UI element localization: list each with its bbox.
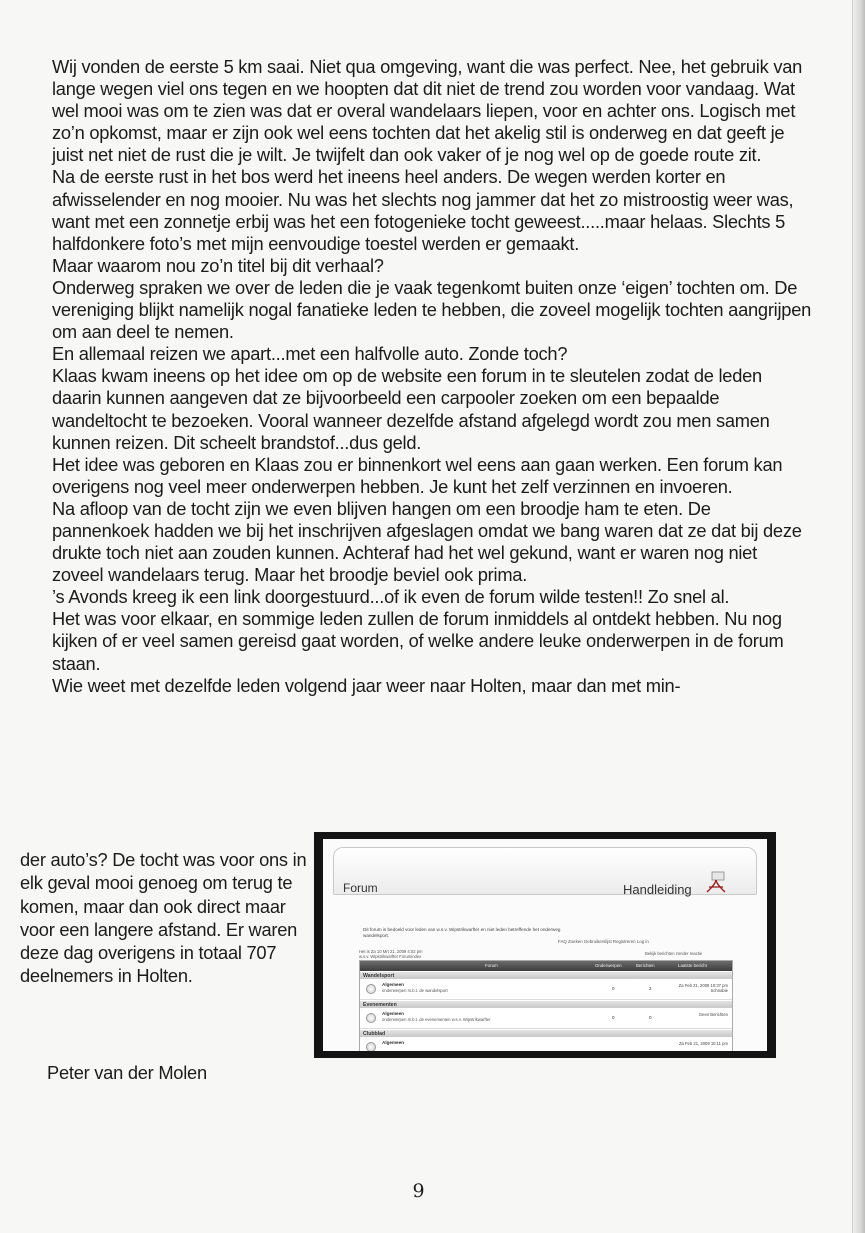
forum-status-icon (366, 984, 376, 994)
paragraph: Maar waarom nou zo’n titel bij dit verhaal? (52, 254, 384, 276)
manual-label: Handleiding (623, 882, 692, 897)
category-name: Clubblad (363, 1030, 386, 1037)
forum-nav-links: FAQ Zoeken Gebruikerslijst Registreren Log in (558, 939, 649, 944)
row-topics: 0 (612, 1015, 615, 1020)
forum-status-icon (366, 1013, 376, 1023)
forum-screenshot (314, 832, 776, 1058)
paragraph: Klaas kwam ineens op het idee om op de website een forum in te sleutelen zodat de leden daarin kunnen aangeven dat ze bijvoorbeeld een carpooler zoeken om een bepaalde wandeltocht te bezoeken. Vooral wanneer dezelfde afstand afgelegd wordt zou men samen kunnen reizen. Dit scheelt brandstof...dus geld. (52, 365, 770, 453)
page-edge (853, 0, 865, 1233)
forum-date-block (359, 949, 499, 959)
forum-screenshot-inner (323, 839, 767, 1051)
col-posts: Berichten (636, 963, 655, 968)
forum-index-line: w.s.v. Wipstrikwarfter Forumindex (359, 954, 422, 959)
row-last: Geen Berichten (698, 1012, 728, 1017)
forum-header-bar (333, 847, 757, 895)
forum-status-icon (366, 1042, 376, 1051)
row-name: Algemeen (382, 1040, 404, 1045)
row-desc: onderwerpen m.b.t. de evenementen w.s.v. Wipstrikwarfter (382, 1017, 491, 1022)
row-posts: 0 (649, 1015, 652, 1020)
col-last: Laatste bericht (678, 963, 707, 968)
table-row (360, 1008, 732, 1029)
page-number: 9 (412, 1180, 425, 1202)
paragraph: Wij vonden de eerste 5 km saai. Niet qua omgeving, want die was perfect. Nee, het gebruik van lange wegen viel ons tegen en we hoopten dat dit niet de trend zou worden voor vandaag. Wat wel mooi was om te zien was dat er overal wandelaars liepen, voor en achter ons. Logisch met zo’n opkomst, maar er zijn ook wel eens tochten dat het akelig stil is onderweg en dat geeft je juist net niet de rust die je wilt. Je twijfelt dan ook vaker of je nog wel op de goede route zit. (52, 56, 803, 166)
forum-table-header (360, 961, 732, 971)
paragraph: Het was voor elkaar, en sommige leden zullen de forum inmiddels al ontdekt hebben. Nu nog kijken of er veel samen gereisd gaat worden, of welke andere leuke onderwerpen in de forum staan. (52, 608, 784, 674)
row-desc: onderwerpen m.b.t. de wandelsport (382, 988, 448, 993)
col-forum: Forum (485, 963, 498, 968)
paragraph: Het idee was geboren en Klaas zou er binnenkort wel eens aan gaan werken. Een forum kan overigens nog veel meer onderwerpen hebben. Je kunt het zelf verzinnen en invoeren. (52, 453, 783, 497)
forum-intro: Dit forum is bedoeld voor leden van w.s.v. Wipstrikwarfter en niet leden betreffende het onderweg wandelsport. (363, 927, 561, 938)
forum-title: Forum (343, 881, 378, 895)
row-last: Za Feb 21, 2009 10:11 pm (678, 1041, 728, 1046)
author-signature: Peter van der Molen (47, 1062, 207, 1083)
pdf-document-icon (705, 871, 727, 895)
forum-category (360, 1030, 732, 1037)
forum-date-line: Het is Za 10 Mrt 21, 2009 4:02 pm (359, 949, 423, 954)
paragraph: ’s Avonds kreeg ik een link doorgestuurd...of ik even de forum wilde testen!! Zo snel al. (52, 586, 730, 608)
forum-table (359, 960, 733, 1051)
category-name: Wandelsport (363, 972, 395, 979)
forum-new-posts-link: Bekijk berichten zonder reactie (645, 951, 703, 956)
paragraph: En allemaal reizen we apart...met een halfvolle auto. Zonde toch? (52, 343, 568, 365)
table-row (360, 1037, 732, 1051)
table-row (360, 979, 732, 1000)
row-posts: 2 (649, 986, 652, 991)
row-topics: 0 (612, 986, 615, 991)
forum-category (360, 1001, 732, 1008)
row-name: Algemeen (382, 1011, 404, 1016)
paragraph: Wie weet met dezelfde leden volgend jaar weer naar Holten, maar dan met min- (52, 674, 681, 696)
row-last: Za Feb 21, 2009 10:37 pm Schnabie (678, 983, 728, 993)
paragraph: Na afloop van de tocht zijn we even blijven hangen om een broodje ham te eten. De pannenkoek hadden we bij het inschrijven afgeslagen omdat we bang waren dat ze dat bij deze drukte toch niet aan zouden kunnen. Achteraf had het wel gekund, want er waren nog niet zoveel wandelaars terug. Maar het broodje beviel ook prima. (52, 497, 802, 586)
paragraph: Onderweg spraken we over de leden die je vaak tegenkomt buiten onze ‘eigen’ tochten om. De vereniging blijkt namelijk nogal fanatieke leden te hebben, die zoveel mogelijk tochten aangrijpen om aan deel te nemen. (52, 276, 812, 343)
paragraph: der auto’s? De tocht was voor ons in elk geval mooi genoeg om terug te komen, maar dan ook direct maar voor een langere afstand. Er waren deze dag overigens in totaal 707 deelnemers in Holten. (20, 849, 307, 987)
narrow-column-text (20, 848, 310, 988)
paragraph: Na de eerste rust in het bos werd het ineens heel anders. De wegen werden korter en afwisselender en nog mooier. Nu was het slechts nog jammer dat het zo mistroostig weer was, want met een zonnetje erbij was het een fotogenieke tocht geweest.....maar helaas. Slechts 5 halfdonkere foto’s met mijn eenvoudige toestel werden er gemaakt. (52, 166, 794, 254)
article-text (52, 56, 812, 697)
col-topics: Onderwerpen (595, 963, 622, 968)
row-name: Algemeen (382, 982, 404, 987)
forum-category (360, 972, 732, 979)
category-name: Evenementen (363, 1001, 397, 1008)
